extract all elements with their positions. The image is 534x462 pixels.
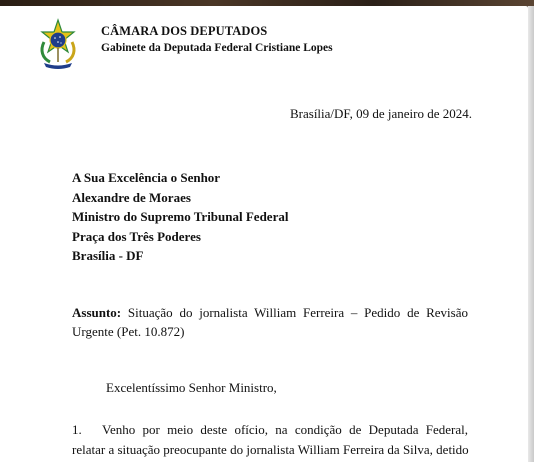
recipient-block [72,168,288,266]
recipient-line-1: A Sua Excelência o Senhor [72,170,221,185]
office-name: Gabinete da Deputada Federal Cristiane Lopes [101,42,333,54]
paragraph-line-1: Venho por meio deste ofício, na condição de Deputada Federal, [102,422,468,437]
recipient-line-2: Alexandre de Moraes [72,189,191,205]
brazil-coat-of-arms-icon [38,18,78,70]
chamber-name: CÂMARA DOS DEPUTADOS [101,24,268,38]
paragraph-1 [72,420,468,459]
paragraph-number: 1. [72,422,82,437]
subject-text: Situação do jornalista William Ferreira – Pedido de Revisão Urgente (Pet. 10.872) [72,305,469,339]
page-edge [528,6,534,462]
recipient-line-3: Ministro do Supremo Tribunal Federal [72,209,289,224]
recipient-line-5: Brasília - DF [72,248,144,263]
letterhead [101,24,333,54]
salutation: Excelentíssimo Senhor Ministro, [106,380,277,395]
date-line: Brasília/DF, 09 de janeiro de 2024. [289,106,472,121]
subject-block [72,303,468,341]
subject-label: Assunto: [72,305,122,320]
paragraph-line-2: relatar a situação preocupante do jornalista William Ferreira da Silva, detido [72,441,469,457]
recipient-line-4: Praça dos Três Poderes [72,228,201,244]
